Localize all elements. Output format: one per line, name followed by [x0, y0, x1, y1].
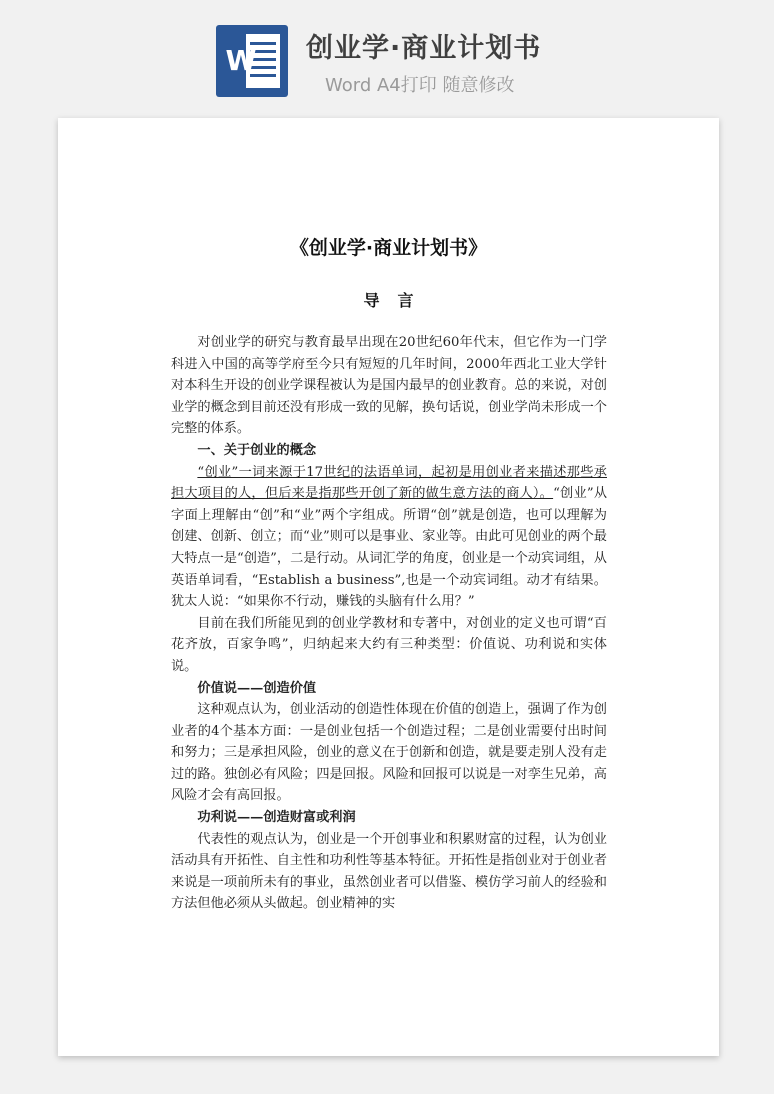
- underlined-text: “创业”一词来源于17世纪的法语单词，起初是用创业者来描述那些承担大项目的人，但后来是指那些开创了新的做生意方法的商人）。: [171, 464, 607, 502]
- document-page: [58, 118, 719, 1056]
- paragraph-intro: 对创业学的研究与教育最早出现在20世纪60年代末，但它作为一门学科进入中国的高等学府至今只有短短的几年时间，2000年西北工业大学针对本科生开设的创业学课程被认为是国内最早的创业教育。总的来说，对创业学的概念到目前还没有形成一致的见解，换句话说，创业学尚未形成一个完整的体系。: [171, 335, 607, 437]
- word-icon-letter: W: [225, 44, 257, 77]
- document-body: [171, 332, 607, 915]
- banner-title: 创业学·商业计划书: [306, 33, 542, 64]
- heading-value-theory: 价值说——创造价值: [197, 680, 317, 696]
- paragraph-definitions: 目前在我们所能见到的创业学教材和专著中，对创业的定义也可谓“百花齐放，百家争鸣”，归纳起来大约有三种类型：价值说、功利说和实体说。: [171, 615, 607, 674]
- word-icon: [216, 25, 288, 97]
- paragraph-utility-theory: 代表性的观点认为，创业是一个开创事业和积累财富的过程，认为创业活动具有开拓性、自主性和功利性等基本特征。开拓性是指创业对于创业者来说是一项前所未有的事业，虽然创业者可以借鉴、模仿学习前人的经验和方法但他必须从头做起。创业精神的实: [171, 831, 607, 912]
- banner-subtitle: Word A4打印 随意修改: [325, 75, 515, 96]
- document-subtitle: 导言: [363, 291, 432, 310]
- paragraph-origin: [171, 462, 607, 613]
- document-title: 《创业学·商业计划书》: [289, 237, 488, 259]
- paragraph-origin-rest: “创业”从字面上理解由“创”和“业”两个字组成。所谓“创”就是创造，也可以理解为创建、创新、创立；而“业”则可以是事业、家业等。由此可见创业的两个最大特点一是“创造”，二是行动。从词汇学的角度，创业是一个动宾词组，从英语单词看，“Establish a business”,也是一个动宾词组。动才有结果。犹太人说：“如果你不行动，赚钱的头脑有什么用？”: [171, 486, 608, 610]
- section-heading-concept: 一、关于创业的概念: [197, 442, 317, 458]
- heading-utility-theory: 功利说——创造财富或利润: [197, 810, 356, 826]
- banner: [0, 0, 774, 118]
- paragraph-value-theory: 这种观点认为，创业活动的创造性体现在价值的创造上，强调了作为创业者的4个基本方面：一是创业包括一个创造过程；二是创业需要付出时间和努力；三是承担风险，创业的意义在于创新和创造，就是要走别人没有走过的路。独创必有风险；四是回报。风险和回报可以说是一对孪生兄弟，高风险才会有高回报。: [171, 702, 607, 804]
